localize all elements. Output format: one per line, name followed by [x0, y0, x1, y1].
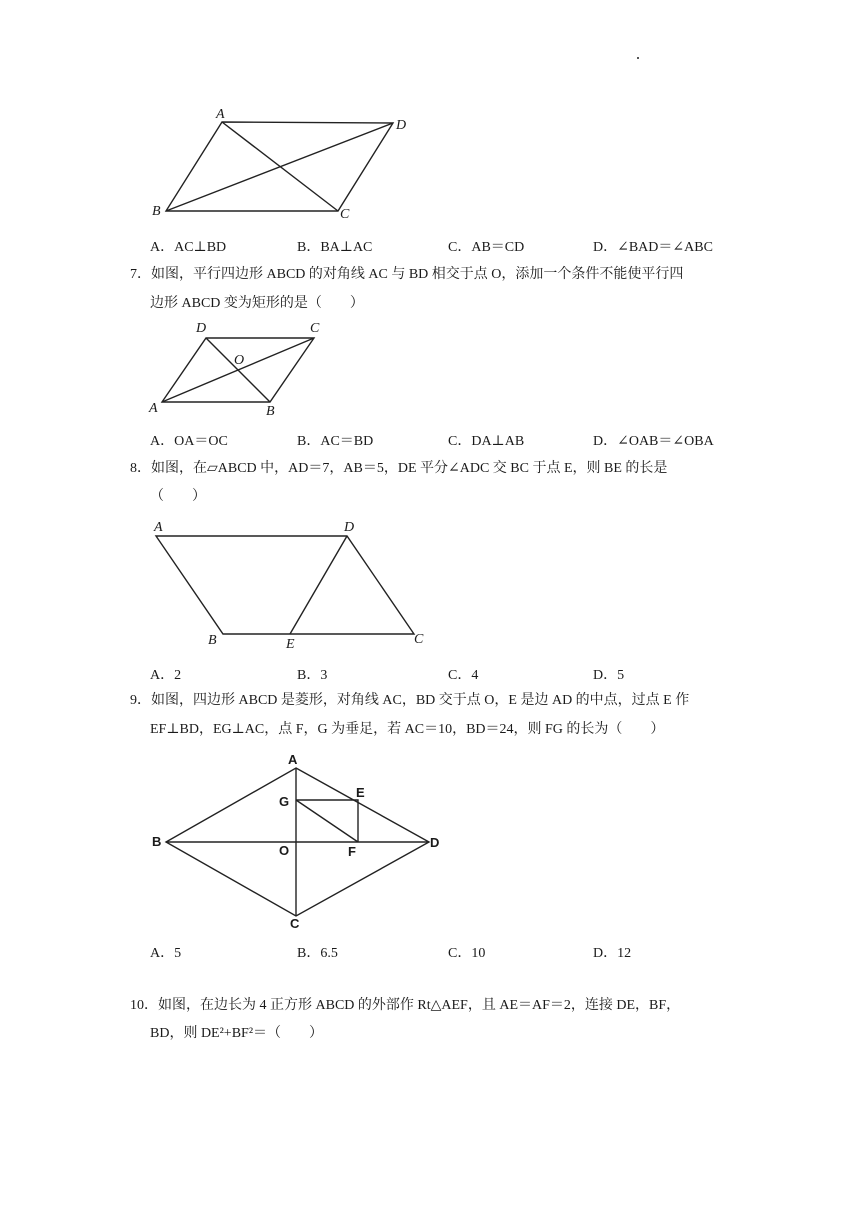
q9-label-e: E [356, 785, 365, 800]
q8-parallelogram-figure [140, 514, 440, 654]
q8-option-c[interactable]: C．4 [448, 668, 479, 683]
q10-stem-line1: 10．如图，在边长为 4 正方形 ABCD 的外部作 Rt△AEF，且 AE＝AF＝2，连接 DE，BF， [130, 998, 681, 1013]
q8-label-d: D [344, 520, 355, 535]
q6-option-b[interactable]: B．BA⊥AC [297, 240, 373, 255]
q8-option-d[interactable]: D．5 [593, 668, 625, 683]
q8-option-a[interactable]: A．2 [150, 668, 182, 683]
q6-label-d: D [396, 118, 407, 133]
q7-label-b: B [266, 404, 275, 419]
q9-label-g: G [279, 794, 290, 809]
q10-stem-line2: BD，则 DE²+BF²＝（ ） [150, 1026, 324, 1041]
q6-label-a: A [216, 107, 225, 122]
q8-label-c: C [414, 632, 424, 647]
q9-stem-line2: EF⊥BD，EG⊥AC，点 F，G 为垂足，若 AC＝10，BD＝24，则 FG 的长为（ ） [150, 722, 665, 737]
q9-label-a: A [288, 752, 298, 767]
q7-stem-line1: 7．如图，平行四边形 ABCD 的对角线 AC 与 BD 相交于点 O，添加一个条件不能使平行四 [130, 267, 684, 282]
q9-option-c[interactable]: C．10 [448, 946, 486, 961]
q7-parallelogram-figure [140, 318, 360, 422]
q8-parallelogram [156, 536, 414, 634]
q7-label-o: O [234, 353, 245, 368]
q8-stem-line2: （ ） [150, 489, 206, 504]
q7-label-a: A [149, 401, 158, 416]
q9-stem-line1: 9．如图，四边形 ABCD 是菱形，对角线 AC，BD 交于点 O，E 是边 AD 的中点，过点 E 作 [130, 693, 690, 708]
q9-label-o: O [279, 843, 290, 858]
q9-label-d: D [430, 835, 440, 850]
q9-option-a[interactable]: A．5 [150, 946, 182, 961]
page-mark-dot [637, 57, 639, 59]
q9-option-d[interactable]: D．12 [593, 946, 632, 961]
q7-option-d[interactable]: D．∠OAB＝∠OBA [593, 434, 714, 449]
q6-label-b: B [152, 204, 161, 219]
q7-option-b[interactable]: B．AC＝BD [297, 434, 374, 449]
q7-option-a[interactable]: A．OA＝OC [150, 434, 228, 449]
q6-option-d[interactable]: D．∠BAD＝∠ABC [593, 240, 713, 255]
q8-label-b: B [208, 633, 217, 648]
q6-option-a[interactable]: A．AC⊥BD [150, 240, 227, 255]
q7-diagonal-bd [206, 338, 270, 402]
q9-option-b[interactable]: B．6.5 [297, 946, 338, 961]
q6-diagonal-bd [166, 123, 393, 211]
q7-option-c[interactable]: C．DA⊥AB [448, 434, 525, 449]
q8-stem-line1: 8．如图，在▱ABCD 中，AD＝7，AB＝5，DE 平分∠ADC 交 BC 于点 E，则 BE 的长是 [130, 461, 668, 476]
q8-option-b[interactable]: B．3 [297, 668, 328, 683]
q9-rhombus-figure [140, 748, 460, 934]
q9-label-c: C [290, 916, 300, 931]
q9-label-b: B [152, 834, 162, 849]
q8-bisector-de [290, 536, 347, 634]
q6-option-c[interactable]: C．AB＝CD [448, 240, 525, 255]
q6-label-c: C [340, 207, 350, 222]
q6-parallelogram-figure [140, 100, 440, 230]
q8-label-e: E [286, 637, 295, 652]
q9-segment-fg [296, 800, 358, 842]
q7-stem-line2: 边形 ABCD 变为矩形的是（ ） [150, 296, 364, 311]
q9-label-f: F [348, 844, 356, 859]
q7-label-d: D [196, 321, 207, 336]
q8-label-a: A [154, 520, 163, 535]
q7-label-c: C [310, 321, 320, 336]
